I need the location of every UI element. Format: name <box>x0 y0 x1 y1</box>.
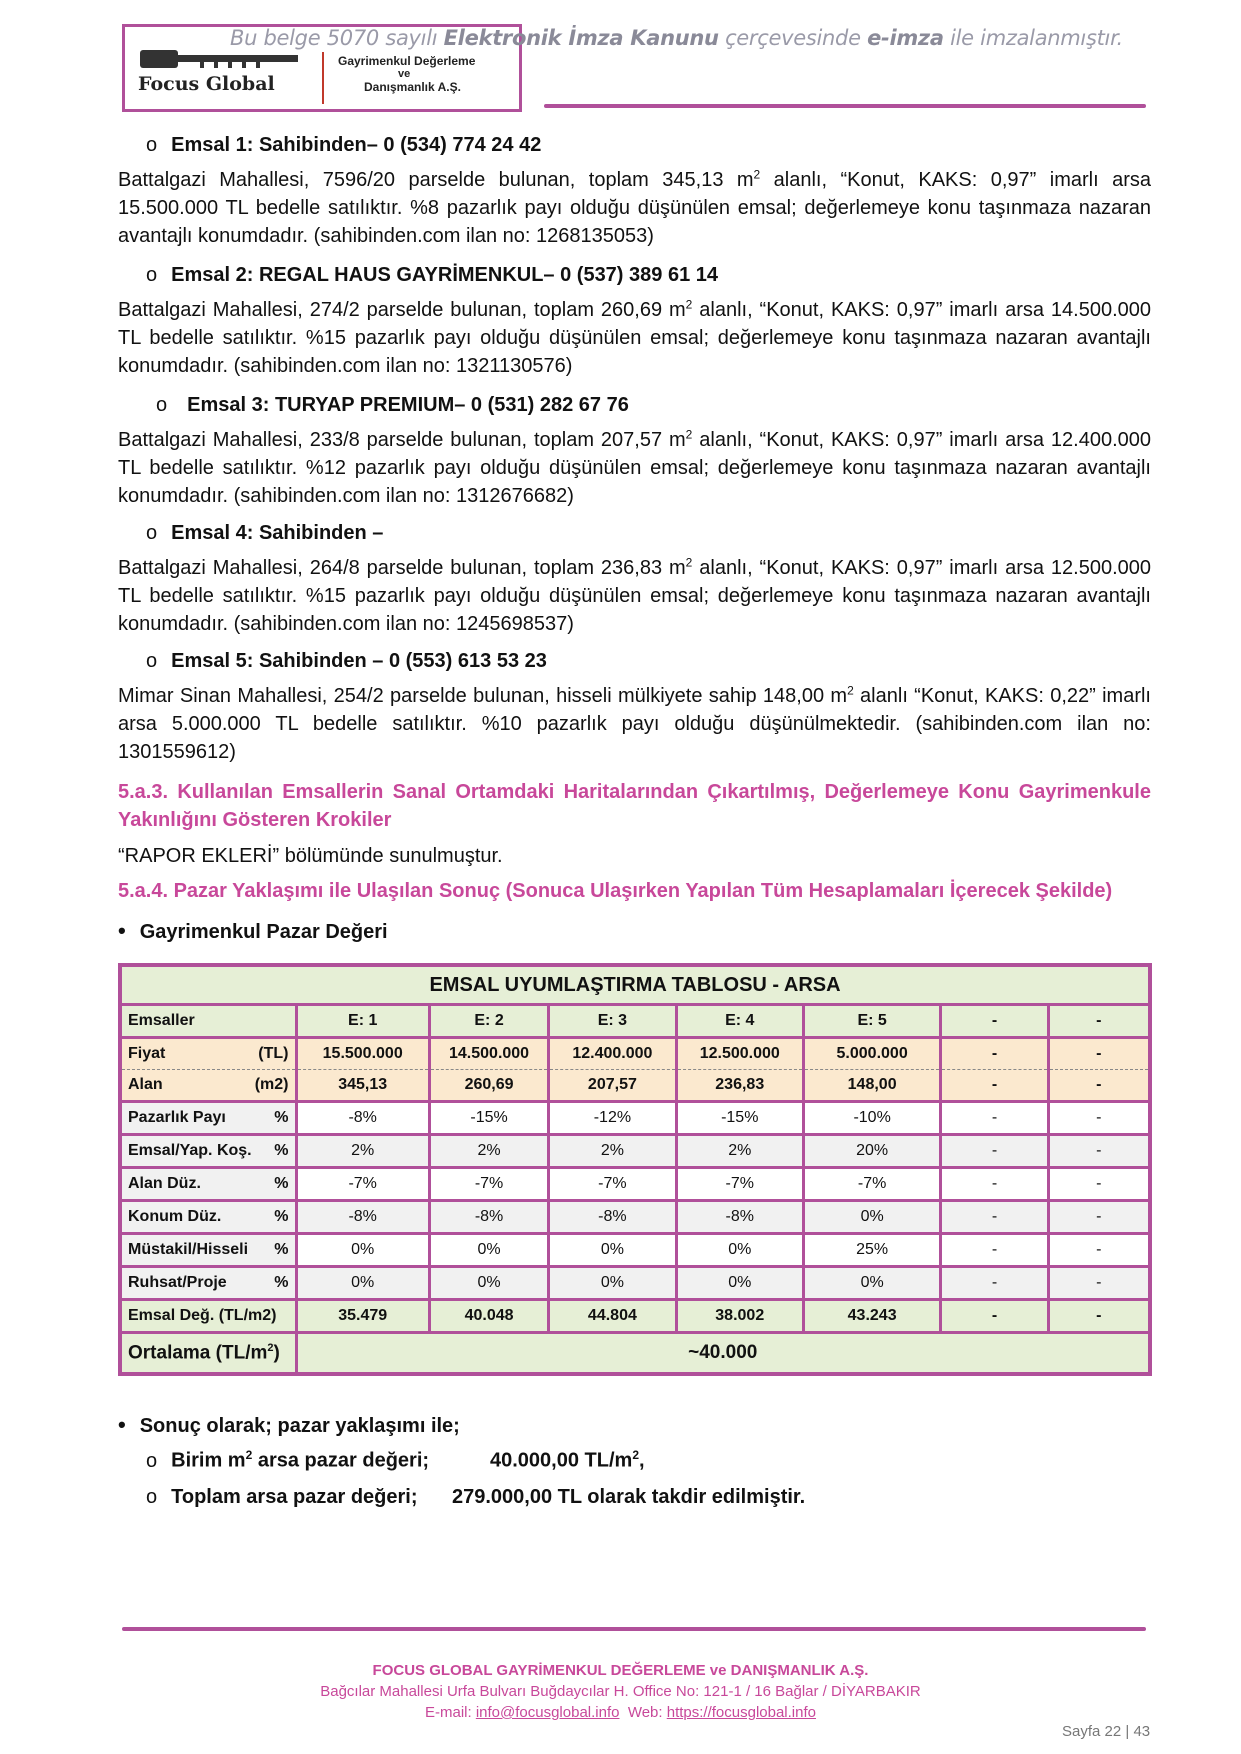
esignature-notice: Bu belge 5070 sayılı Elektronik İmza Kanunu çerçevesinde e-imza ile imzalanmıştır. <box>230 26 1123 50</box>
table-row <box>120 1300 1150 1333</box>
table-cell: -8% <box>296 1102 429 1135</box>
table-cell: - <box>941 1300 1048 1333</box>
table-cell: -7% <box>549 1168 676 1201</box>
table-cell: - <box>1048 1267 1150 1300</box>
section-5a4-heading: 5.a.4. Pazar Yaklaşımı ile Ulaşılan Sonuç (Sonuca Ulaşırken Yapılan Tüm Hesaplamaları İçerecek Şekilde) <box>118 880 1113 902</box>
table-cell: - <box>1048 1201 1150 1234</box>
logo-name: Focus Global <box>138 73 275 95</box>
row-label: Alan Düz. % <box>120 1168 296 1201</box>
table-cell: - <box>1048 1300 1150 1333</box>
table-cell: 2% <box>296 1135 429 1168</box>
logo-subtitle-1: Gayrimenkul Değerleme <box>338 54 476 68</box>
table-cell: -7% <box>296 1168 429 1201</box>
emsal-5-text: Mimar Sinan Mahallesi, 254/2 parselde bulunan, hisseli mülkiyete sahip 148,00 $m^2$ alanlı “Konut, KAKS: 0,22” imarlı arsa 5.000.000 TL bedelle satılıktır. %10 pazarlık payı olduğu düşünülmektedir. (sahibinden.com ilan no: 1301559612) <box>118 683 1151 763</box>
table-cell: 0% <box>549 1267 676 1300</box>
table-cell: 0% <box>296 1267 429 1300</box>
table-row <box>120 1168 1150 1201</box>
conclusion-intro: • Sonuç olarak; pazar yaklaşımı ile; <box>118 1412 460 1437</box>
table-cell: 43.243 <box>803 1300 940 1333</box>
table-cell: 0% <box>676 1267 803 1300</box>
footer-contact: E-mail: info@focusglobal.info Web: https://focusglobal.info <box>424 1704 816 1721</box>
table-cell: 0% <box>676 1234 803 1267</box>
table-col-header: - <box>941 1005 1048 1038</box>
table-row <box>120 1201 1150 1234</box>
table-cell: - <box>1048 1168 1150 1201</box>
table-cell: 0% <box>429 1234 548 1267</box>
bullet-pazar-degeri: • Gayrimenkul Pazar Değeri <box>118 918 388 943</box>
table-cell: -7% <box>429 1168 548 1201</box>
table-cell: 0% <box>429 1267 548 1300</box>
emsal-3-text: Battalgazi Mahallesi, 233/8 parselde bulunan, toplam 207,57 $m^2$ alanlı, “Konut, KAKS: 0,97” imarlı arsa 12.400.000 TL bedelle satılıktır. %12 pazarlık payı olduğu düşünülen emsal; değerlemeye konu taşınmaza nazaran avantajlı konumdadır. (sahibinden.com ilan no: 1312676682) <box>118 427 1151 507</box>
logo-divider <box>322 52 324 104</box>
table-cell: 20% <box>803 1135 940 1168</box>
footer-divider <box>122 1627 1146 1631</box>
row-label: Alan (m2) <box>120 1070 296 1102</box>
conclusion-total-amount: 279.000,00 TL olarak takdir edilmiştir. <box>452 1486 806 1508</box>
row-label: Emsal Değ. (TL/m2) <box>120 1300 296 1333</box>
table-cell: - <box>941 1201 1048 1234</box>
page-number: Sayfa 22 | 43 <box>1062 1723 1151 1740</box>
table-cell: -10% <box>803 1102 940 1135</box>
table-cell: 15.500.000 <box>296 1038 429 1070</box>
emsal-3-heading: o Emsal 3: TURYAP PREMIUM– 0 (531) 282 67 76 <box>156 394 629 416</box>
average-value: ~40.000 <box>296 1333 1150 1375</box>
table-cell: 260,69 <box>429 1070 548 1102</box>
table-cell: 236,83 <box>676 1070 803 1102</box>
table-cell: 12.400.000 <box>549 1038 676 1070</box>
footer-company: FOCUS GLOBAL GAYRİMENKUL DEĞERLEME ve DANIŞMANLIK A.Ş. <box>372 1662 869 1679</box>
emsal-4-heading: o Emsal 4: Sahibinden – <box>146 522 384 544</box>
table-cell: 2% <box>549 1135 676 1168</box>
emsal-table <box>118 963 1152 1376</box>
section-5a3-heading: 5.a.3. Kullanılan Emsallerin Sanal Ortamdaki Haritalarından Çıkartılmış, Değerlemeye Konu Gayrimenkule Yakınlığını Gösteren Krokiler <box>118 781 1151 831</box>
emsal-2-heading: o Emsal 2: REGAL HAUS GAYRİMENKUL– 0 (537) 389 61 14 <box>146 264 718 286</box>
table-cell: 12.500.000 <box>676 1038 803 1070</box>
table-cell: - <box>1048 1070 1150 1102</box>
table-cell: 0% <box>803 1201 940 1234</box>
table-cell: 2% <box>429 1135 548 1168</box>
footer-web-link[interactable]: https://focusglobal.info <box>666 1704 816 1721</box>
table-row <box>120 1070 1150 1102</box>
emsal-1-heading: o Emsal 1: Sahibinden– 0 (534) 774 24 42 <box>146 134 542 156</box>
table-cell: 148,00 <box>803 1070 940 1102</box>
table-col-header: E: 1 <box>296 1005 429 1038</box>
table-cell: -8% <box>549 1201 676 1234</box>
table-cell: 345,13 <box>296 1070 429 1102</box>
table-cell: - <box>941 1234 1048 1267</box>
table-cell: 14.500.000 <box>429 1038 548 1070</box>
footer-address: Bağcılar Mahallesi Urfa Bulvarı Buğdaycılar H. Office No: 121-1 / 16 Bağlar / DİYARBAKIR <box>320 1683 921 1700</box>
table-cell: - <box>941 1135 1048 1168</box>
table-title: EMSAL UYUMLAŞTIRMA TABLOSU - ARSA <box>120 965 1150 1005</box>
emsal-2-text: Battalgazi Mahallesi, 274/2 parselde bulunan, toplam 260,69 $m^2$ alanlı, “Konut, KAKS: 0,97” imarlı arsa 14.500.000 TL bedelle satılıktır. %15 pazarlık payı olduğu düşünülen emsal; değerlemeye konu taşınmaza nazaran avantajlı konumdadır. (sahibinden.com ilan no: 1321130576) <box>118 297 1151 377</box>
table-cell: - <box>941 1102 1048 1135</box>
average-label: Ortalama $(TL/m^2)$ <box>120 1333 296 1375</box>
table-cell: - <box>1048 1234 1150 1267</box>
table-cell: 0% <box>549 1234 676 1267</box>
table-col-header: - <box>1048 1005 1150 1038</box>
table-cell: -8% <box>429 1201 548 1234</box>
header-divider <box>544 104 1146 108</box>
row-label: Müstakil/Hisseli % <box>120 1234 296 1267</box>
table-cell: -8% <box>296 1201 429 1234</box>
table-col-header: E: 4 <box>676 1005 803 1038</box>
table-row <box>120 1135 1150 1168</box>
table-cell: - <box>941 1038 1048 1070</box>
table-cell: 44.804 <box>549 1300 676 1333</box>
table-cell: 38.002 <box>676 1300 803 1333</box>
table-cell: 5.000.000 <box>803 1038 940 1070</box>
table-cell: -7% <box>676 1168 803 1201</box>
footer-email-link[interactable]: info@focusglobal.info <box>475 1704 620 1721</box>
emsal-1-text: Battalgazi Mahallesi, 7596/20 parselde bulunan, toplam 345,13 $m^2$ alanlı, “Konut, KAKS: 0,97” imarlı arsa 15.500.000 TL bedelle satılıktır. %8 pazarlık payı olduğu düşünülen emsal; değerlemeye konu taşınmaza nazaran avantajlı konumdadır. (sahibinden.com ilan no: 1268135053) <box>118 167 1151 247</box>
table-cell: - <box>941 1168 1048 1201</box>
table-cell: -7% <box>803 1168 940 1201</box>
logo-subtitle-3: Danışmanlık A.Ş. <box>364 80 461 94</box>
table-header-label: Emsaller <box>120 1005 296 1038</box>
table-row <box>120 1234 1150 1267</box>
conclusion-unit-value: o Birim $m^2$ arsa pazar değeri; <box>146 1448 430 1472</box>
table-cell: 2% <box>676 1135 803 1168</box>
table-cell: -8% <box>676 1201 803 1234</box>
table-cell: - <box>1048 1038 1150 1070</box>
table-row <box>120 1267 1150 1300</box>
emsal-4-text: Battalgazi Mahallesi, 264/8 parselde bulunan, toplam 236,83 $m^2$ alanlı, “Konut, KAKS: 0,97” imarlı arsa 12.500.000 TL bedelle satılıktır. %15 pazarlık payı olduğu düşünülen emsal; değerlemeye konu taşınmaza nazaran avantajlı konumdadır. (sahibinden.com ilan no: 1245698537) <box>118 555 1151 635</box>
table-cell: 0% <box>803 1267 940 1300</box>
row-label: Konum Düz. % <box>120 1201 296 1234</box>
table-title-row <box>120 965 1150 1005</box>
table-cell: 25% <box>803 1234 940 1267</box>
table-cell: -15% <box>429 1102 548 1135</box>
conclusion-unit-amount: 40.000,00 $TL/m^2$, <box>490 1448 645 1472</box>
conclusion-total-value: o Toplam arsa pazar değeri; <box>146 1486 418 1508</box>
table-col-header: E: 3 <box>549 1005 676 1038</box>
table-cell: 40.048 <box>429 1300 548 1333</box>
table-average-row <box>120 1333 1150 1375</box>
table-cell: - <box>941 1070 1048 1102</box>
table-cell: 35.479 <box>296 1300 429 1333</box>
row-label: Fiyat (TL) <box>120 1038 296 1070</box>
logo-subtitle-2: ve <box>398 68 411 80</box>
table-row <box>120 1102 1150 1135</box>
table-cell: - <box>941 1267 1048 1300</box>
table-row <box>120 1038 1150 1070</box>
table-cell: - <box>1048 1102 1150 1135</box>
table-col-header: E: 5 <box>803 1005 940 1038</box>
table-cell: 207,57 <box>549 1070 676 1102</box>
emsal-5-heading: o Emsal 5: Sahibinden – 0 (553) 613 53 23 <box>146 650 547 672</box>
table-cell: -15% <box>676 1102 803 1135</box>
table-col-header: E: 2 <box>429 1005 548 1038</box>
row-label: Ruhsat/Proje % <box>120 1267 296 1300</box>
table-cell: 0% <box>296 1234 429 1267</box>
table-header-row <box>120 1005 1150 1038</box>
table-cell: - <box>1048 1135 1150 1168</box>
row-label: Pazarlık Payı % <box>120 1102 296 1135</box>
row-label: Emsal/Yap. Koş. % <box>120 1135 296 1168</box>
rapor-ekleri-text: “RAPOR EKLERİ” bölümünde sunulmuştur. <box>118 845 503 867</box>
table-cell: -12% <box>549 1102 676 1135</box>
